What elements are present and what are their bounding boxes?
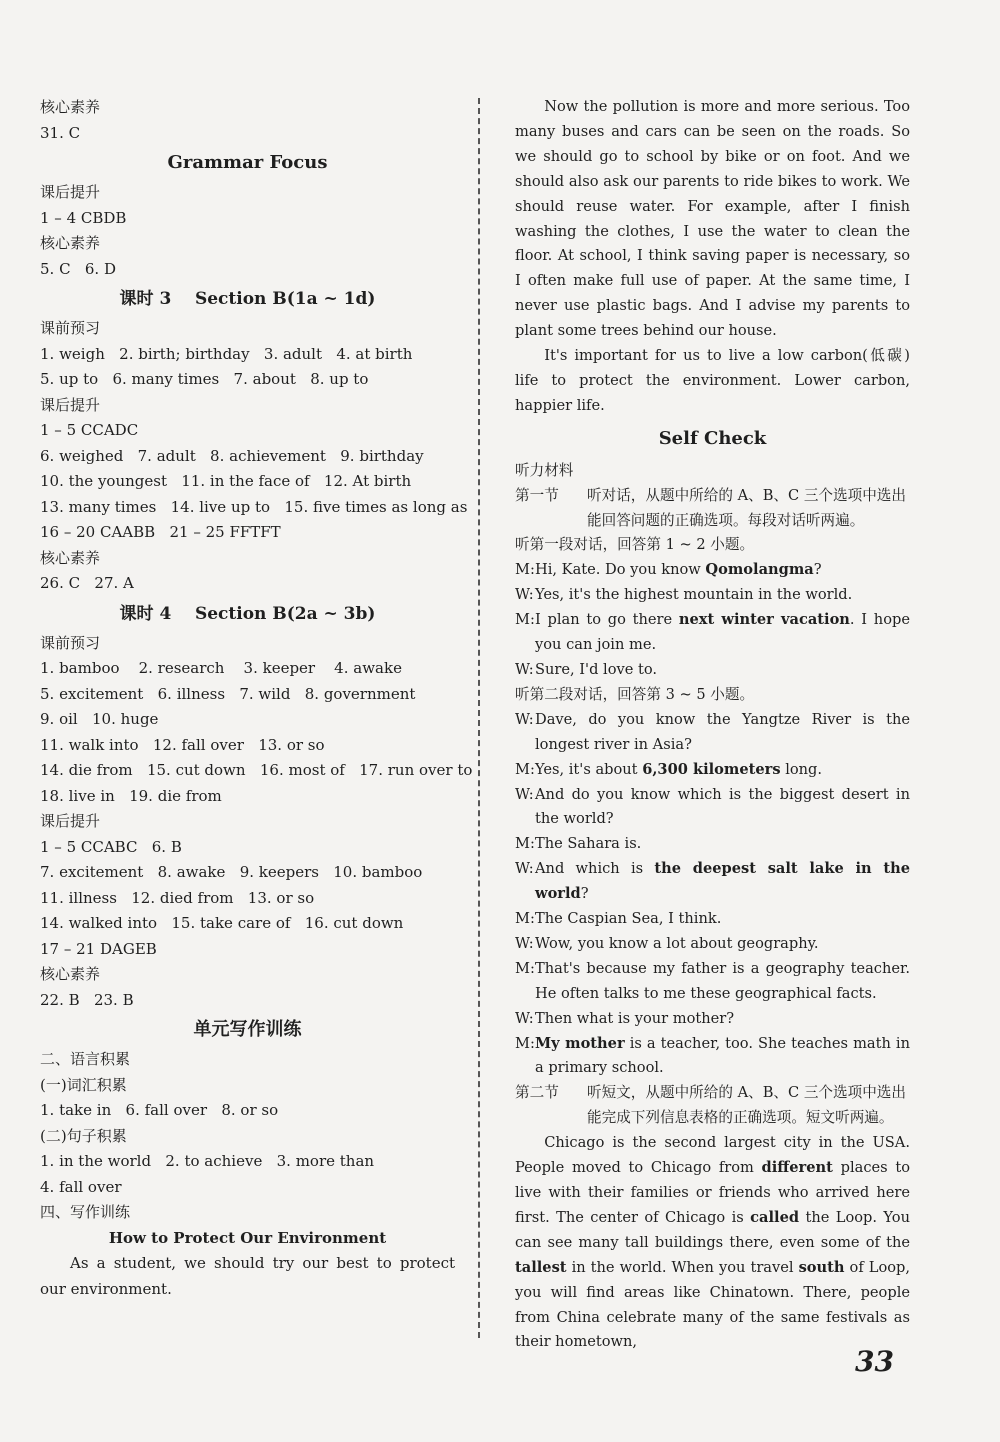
dialog2-intro: 听第二段对话，回答第 3 ~ 5 小题。	[515, 685, 755, 703]
speaker-label: M:	[515, 835, 535, 853]
answer-line: 核心素养	[40, 548, 101, 567]
answer-line: 5. excitement 6. illness 7. wild 8. government	[40, 684, 416, 703]
dialog-line	[515, 658, 910, 683]
speaker-label: M:	[515, 611, 535, 629]
dialog-line	[515, 957, 910, 1007]
answer-line: 26. C 27. A	[40, 574, 134, 592]
dialog-line	[515, 608, 910, 658]
dialog-text: Then what is your mother?	[535, 1009, 735, 1027]
answer-line: 10. the youngest 11. in the face of 12. At birth	[40, 472, 412, 490]
answer-line: 四、写作训练	[40, 1203, 131, 1221]
answer-line: 核心素养	[40, 234, 101, 252]
left-column	[40, 95, 473, 1302]
speaker-label: W:	[515, 1009, 534, 1027]
listening-passage: Chicago is the second largest city in the USA. People moved to Chicago from different places to live with their families or friends who arrived here first. The center of Chicago is called the Loop. You can see many tall buildings there, even some of the tallest in the world. When you travel south of Loop, you will find areas like Chinatown. There, people from China celebrate many of the same festivals as their hometown,	[515, 1134, 910, 1351]
answer-line: 核心素养	[40, 965, 101, 983]
speaker-label: W:	[515, 860, 534, 878]
dialog-text: Yes, it's about 6,300 kilometers long.	[535, 760, 823, 778]
dialog-line	[515, 783, 910, 833]
dialog-text: I plan to go there next winter vacation. I hope you can join me.	[535, 611, 910, 654]
answers-group-d	[40, 631, 473, 1014]
part2-instructions	[515, 1081, 910, 1131]
writing-heading: 单元写作训练	[193, 1019, 302, 1040]
speaker-label: W:	[515, 661, 534, 678]
answer-line: 1 – 5 CCADC	[40, 421, 139, 439]
essay-paragraph-1: As a student, we should try our best to protect our environment.	[40, 1254, 455, 1298]
dialog-text: Sure, I'd love to.	[535, 661, 658, 678]
dialog-text: The Caspian Sea, I think.	[535, 910, 722, 928]
page-number: 33	[855, 1345, 894, 1378]
answer-line: 5. up to 6. many times 7. about 8. up to	[40, 370, 369, 388]
dialog2	[515, 708, 910, 1082]
dialog-text: Hi, Kate. Do you know Qomolangma?	[535, 561, 822, 579]
speaker-label: M:	[515, 959, 535, 977]
dialog-text: The Sahara is.	[535, 835, 642, 853]
essay-paragraph-2: Now the pollution is more and more serious. Too many buses and cars can be seen on the roads. So we should go to school by bike or on foot. And we should also ask our parents to ride bikes to work. We should reuse water. For example, after I finish washing the clothes, I use the water to clean the floor. At school, I think saving paper is necessary, so I often make full use of paper. At the same time, I never use plastic bags. And I advise my parents to plant some trees behind our house.	[515, 98, 910, 340]
answer-line: 16 – 20 CAABB 21 – 25 FFTFT	[40, 523, 281, 541]
dialog-text: My mother is a teacher, too. She teaches math in a primary school.	[535, 1034, 910, 1077]
answer-line: 课后提升	[40, 812, 101, 830]
essay-title: How to Protect Our Environment	[108, 1228, 387, 1247]
answer-line: 31. C	[40, 123, 81, 142]
answers-group-b	[40, 180, 455, 282]
dialog-line	[515, 857, 910, 907]
answer-line: 4. fall over	[40, 1177, 122, 1196]
answer-line: 13. many times 14. live up to 15. five times as long as	[40, 497, 468, 516]
keyword: My mother	[535, 1034, 625, 1052]
keyword: Qomolangma	[705, 561, 814, 579]
answer-line: 课前预习	[40, 633, 101, 652]
dialog-text: Yes, it's the highest mountain in the world.	[535, 586, 853, 604]
dialog-line	[515, 558, 910, 583]
self-check-heading: Self Check	[658, 427, 767, 449]
grammar-focus-heading: Grammar Focus	[167, 152, 328, 173]
answers-group-e	[40, 1047, 455, 1226]
lesson3-heading: 课时 3 Section B(1a ~ 1d)	[119, 289, 376, 309]
dialog-line	[515, 832, 910, 857]
right-column	[515, 95, 910, 1355]
answer-line: 1. weigh 2. birth; birthday 3. adult 4. at birth	[40, 344, 413, 363]
dialog-line	[515, 758, 910, 783]
part1-instructions	[515, 484, 910, 534]
answers-group-a	[40, 95, 455, 146]
dialog1-intro: 听第一段对话，回答第 1 ~ 2 小题。	[515, 536, 755, 554]
keyword: next winter vacation	[678, 611, 850, 629]
answer-line: 18. live in 19. die from	[40, 786, 222, 805]
answer-line: 7. excitement 8. awake 9. keepers 10. bamboo	[40, 863, 423, 881]
dialog-line	[515, 1007, 910, 1032]
keyword: south	[798, 1258, 845, 1276]
answer-line: 5. C 6. D	[40, 259, 116, 278]
keyword: different	[761, 1159, 833, 1177]
answers-group-c	[40, 316, 468, 597]
answer-line: 1 – 5 CCABC 6. B	[40, 837, 182, 856]
part1-label: 第一节	[515, 486, 559, 504]
speaker-label: M:	[515, 561, 535, 579]
answer-line: 课后提升	[40, 395, 101, 414]
answer-line: 6. weighed 7. adult 8. achievement 9. birthday	[40, 446, 424, 465]
keyword: called	[750, 1208, 800, 1226]
answer-line: (一)词汇积累	[40, 1075, 127, 1094]
lesson4-heading: 课时 4 Section B(2a ~ 3b)	[119, 603, 376, 624]
dialog-line	[515, 708, 910, 758]
dialog-line	[515, 907, 910, 932]
speaker-label: M:	[515, 910, 535, 928]
part2-text: 听短文，从题中所给的 A、B、C 三个选项中选出能完成下列信息表格的正确选项。短文听两遍。	[587, 1084, 906, 1127]
answer-line: 1. in the world 2. to achieve 3. more than	[40, 1152, 375, 1170]
part2-label: 第二节	[515, 1084, 559, 1102]
dialog-text: And which is the deepest salt lake in the world?	[535, 860, 911, 903]
answer-line: 11. illness 12. died from 13. or so	[40, 888, 315, 907]
answer-line: 课前预习	[40, 319, 101, 337]
answer-line: 17 – 21 DAGEB	[40, 939, 157, 958]
dialog-line	[515, 932, 910, 957]
column-divider	[478, 98, 480, 1338]
speaker-label: W:	[515, 934, 534, 952]
speaker-label: W:	[515, 710, 534, 728]
speaker-label: W:	[515, 785, 534, 803]
answer-line: 11. walk into 12. fall over 13. or so	[40, 735, 325, 754]
answer-line: 1 – 4 CBDB	[40, 208, 127, 227]
answer-line: 二、语言积累	[40, 1050, 131, 1068]
speaker-label: M:	[515, 1034, 535, 1052]
answer-line: 核心素养	[40, 98, 101, 116]
answer-line: 14. walked into 15. take care of 16. cut down	[40, 914, 404, 932]
keyword: the deepest salt lake in the world	[535, 860, 911, 903]
answer-line: 9. oil 10. huge	[40, 710, 159, 728]
dialog-text: And do you know which is the biggest desert in the world?	[535, 785, 910, 828]
dialog-text: Wow, you know a lot about geography.	[535, 934, 819, 952]
answer-line: 1. bamboo 2. research 3. keeper 4. awake	[40, 659, 402, 677]
keyword: tallest	[515, 1258, 567, 1276]
essay-paragraph-3: It's important for us to live a low carbon(低碳) life to protect the environment. Lower carbon, happier life.	[515, 347, 910, 414]
dialog-text: That's because my father is a geography teacher. He often talks to me these geographical facts.	[535, 959, 910, 1002]
part1-text: 听对话，从题中所给的 A、B、C 三个选项中选出能回答问题的正确选项。每段对话听两遍。	[587, 486, 906, 529]
keyword: 6,300 kilometers	[642, 760, 781, 778]
answer-line: 14. die from 15. cut down 16. most of 17. run over to	[40, 761, 473, 779]
speaker-label: M:	[515, 760, 535, 778]
listening-label: 听力材料	[515, 461, 574, 479]
answer-line: 22. B 23. B	[40, 990, 134, 1009]
dialog-line	[515, 1032, 910, 1082]
speaker-label: W:	[515, 586, 534, 604]
answer-line: (二)句子积累	[40, 1126, 127, 1145]
answer-line: 1. take in 6. fall over 8. or so	[40, 1101, 279, 1119]
dialog-line	[515, 583, 910, 608]
dialog1	[515, 558, 910, 683]
answer-line: 课后提升	[40, 183, 101, 201]
dialog-text: Dave, do you know the Yangtze River is the longest river in Asia?	[535, 710, 910, 753]
